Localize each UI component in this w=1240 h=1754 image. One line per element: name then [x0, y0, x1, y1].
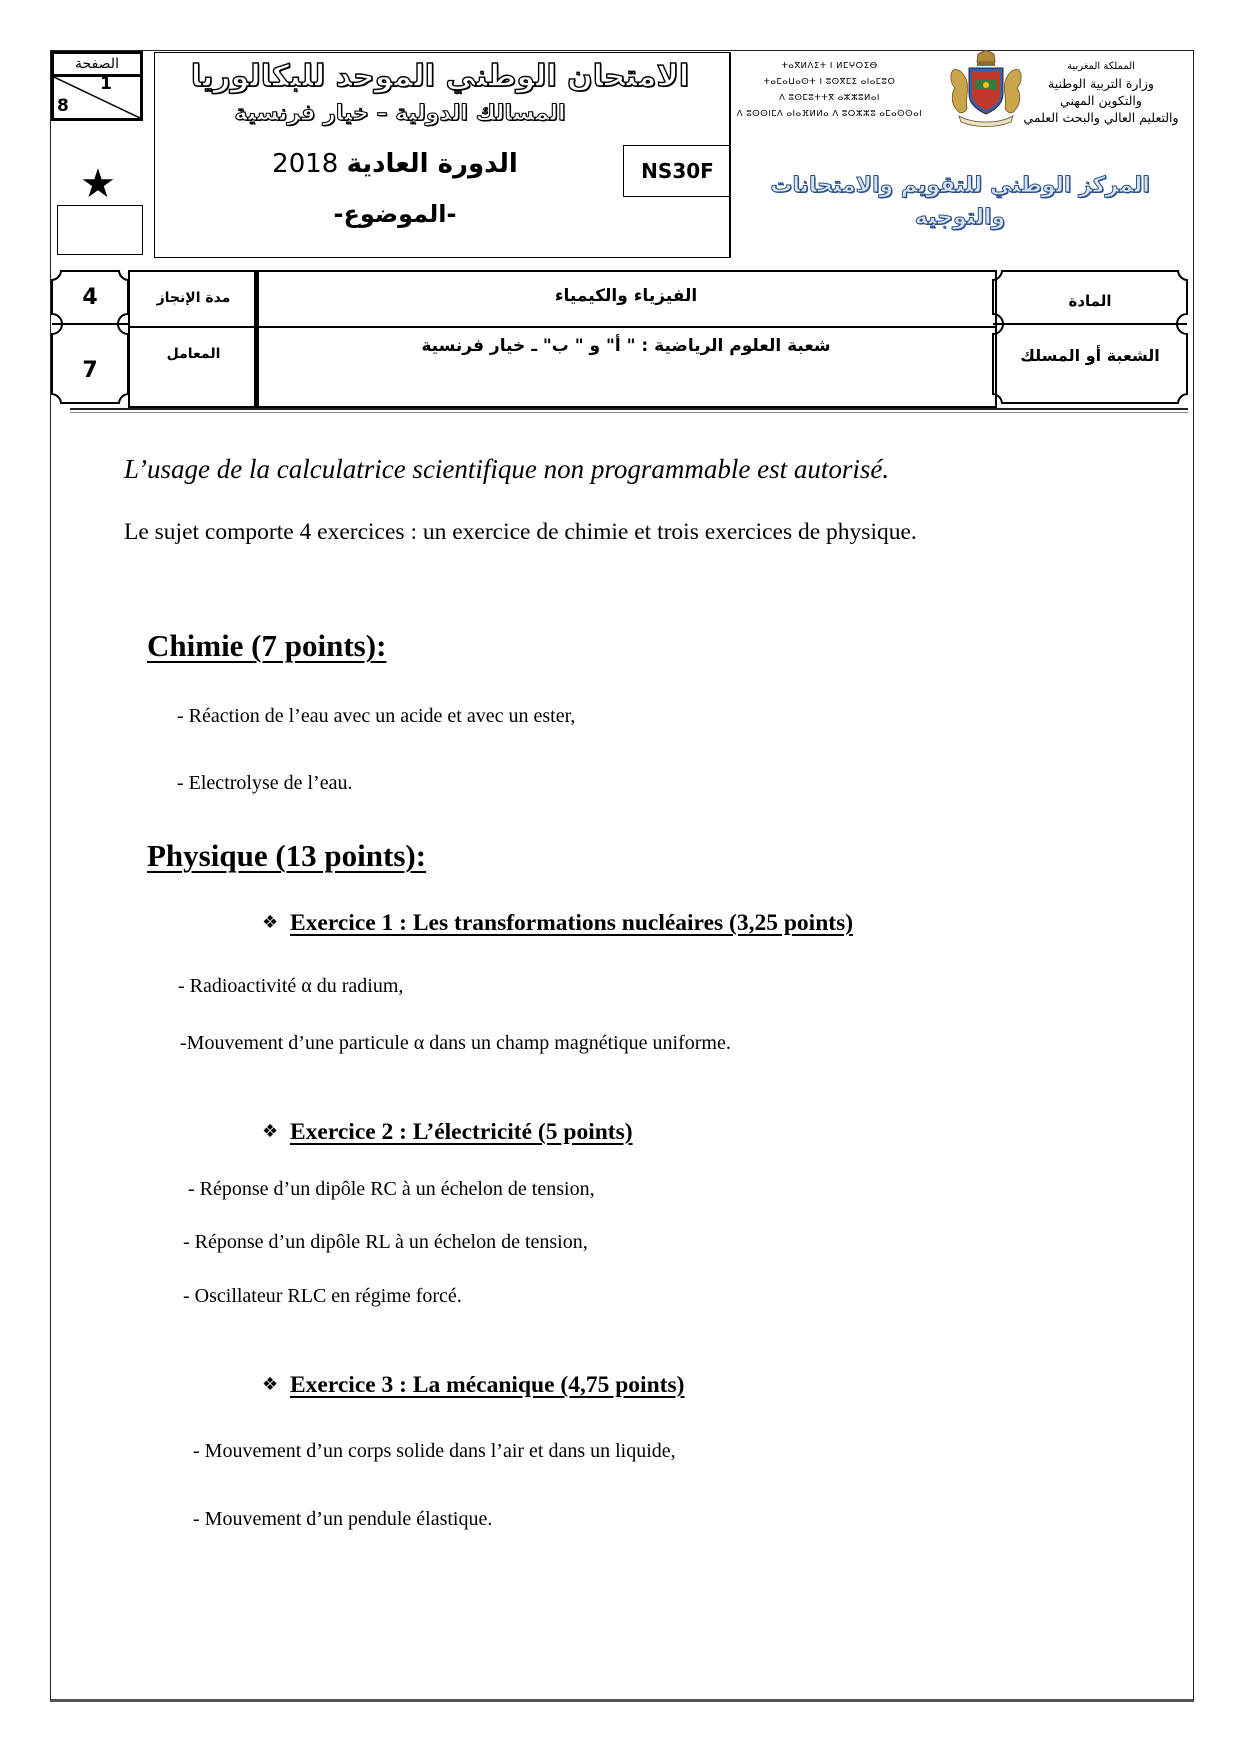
- left-labels-column: [128, 270, 259, 408]
- evaluation-center-name: [760, 170, 1160, 234]
- diamond-bullet-icon: ❖: [262, 912, 279, 933]
- exam-track: المسالك الدولية – خيار فرنسية: [234, 101, 566, 126]
- exam-subject-heading: -الموضوع-: [333, 200, 457, 228]
- list-item: - Electrolyse de l’eau.: [177, 772, 353, 794]
- physics-heading: Physique (13 points):: [147, 838, 427, 873]
- subject-label: المادة: [1068, 292, 1112, 310]
- list-item: - Réponse d’un dipôle RC à un échelon de tension,: [188, 1178, 595, 1200]
- candidate-code-box: [57, 205, 143, 255]
- subject-content-column: [254, 270, 997, 408]
- right-labels-column: [992, 270, 1188, 404]
- session-label: الدورة العادية: [346, 149, 518, 179]
- row-divider: [130, 326, 257, 328]
- page-label: الصفحة: [54, 54, 140, 77]
- tifinagh-line: ⴷ ⵓⵙⵙⵏⵎⴷ ⴰⵏⴰⴼⵍⵍⴰ ⴷ ⵓⵔⵣⵣⵓ ⴰⵎⴰⵙⵙⴰⵏ: [736, 109, 923, 119]
- branch-value: شعبة العلوم الرياضية : " أ" و " ب" ـ خيار فرنسية: [421, 336, 831, 356]
- exercise-1-heading: [262, 910, 853, 937]
- ministry-name-arabic: [1010, 58, 1192, 126]
- ministry-line: والتكوين المهني: [1060, 93, 1142, 108]
- center-name-line: المركز الوطني للتقويم والامتحانات: [770, 173, 1150, 198]
- tifinagh-line: ⵜⴰⴳⵍⴷⵉⵜ ⵏ ⵍⵎⵖⵔⵉⴱ: [781, 61, 878, 71]
- exam-code: NS30F: [623, 145, 731, 197]
- list-item: - Réponse d’un dipôle RL à un échelon de tension,: [183, 1231, 588, 1253]
- branch-label: الشعبة أو المسلك: [1020, 346, 1160, 365]
- center-name-line: والتوجيه: [914, 205, 1006, 230]
- diamond-bullet-icon: ❖: [262, 1374, 279, 1395]
- list-item: - Radioactivité α du radium,: [178, 975, 404, 997]
- exercise-title: Exercice 1 : Les transformations nucléaires (3,25 points): [290, 910, 854, 936]
- exam-title: الامتحان الوطني الموحد للبكالوريا: [190, 59, 690, 94]
- exercise-title: Exercice 3 : La mécanique (4,75 points): [290, 1372, 685, 1398]
- list-item: - Mouvement d’un corps solide dans l’air et dans un liquide,: [193, 1440, 676, 1462]
- kingdom-name: المملكة المغربية: [1067, 61, 1135, 72]
- diamond-bullet-icon: ❖: [262, 1121, 279, 1142]
- subject-value: الفيزياء والكيمياء: [554, 286, 698, 306]
- page-number-box: [51, 51, 143, 121]
- ministry-name-tifinagh: [732, 58, 927, 122]
- exam-session: [215, 149, 575, 179]
- chemistry-heading: Chimie (7 points):: [147, 628, 387, 663]
- tifinagh-line: ⴷ ⵓⵙⵎⵓⵜⵜⴳ ⴰⵣⵣⵓⵍⴰⵏ: [779, 93, 880, 103]
- intro-text: Le sujet comporte 4 exercices : un exercice de chimie et trois exercices de physique.: [124, 519, 917, 545]
- values-column: [51, 270, 129, 404]
- duration-value: 4: [82, 285, 98, 310]
- page-current: 1: [100, 74, 112, 94]
- duration-label: مدة الإنجاز: [156, 290, 231, 306]
- session-year: 2018: [272, 149, 339, 179]
- star-icon: ★: [80, 161, 116, 207]
- list-item: - Mouvement d’un pendule élastique.: [193, 1508, 493, 1530]
- calculator-note: L’usage de la calculatrice scientifique non programmable est autorisé.: [124, 454, 890, 484]
- ministry-line: والتعليم العالي والبحث العلمي: [1023, 110, 1179, 125]
- list-item: - Oscillateur RLC en régime forcé.: [183, 1285, 462, 1307]
- row-divider: [257, 326, 995, 328]
- exercise-title: Exercice 2 : L’électricité (5 points): [290, 1119, 633, 1145]
- scalloped-frame-icon: [992, 270, 1188, 404]
- exercise-3-heading: [262, 1372, 684, 1399]
- page-total: 8: [57, 96, 69, 116]
- list-item: -Mouvement d’une particule α dans un champ magnétique uniforme.: [180, 1032, 731, 1054]
- coefficient-label: المعامل: [166, 346, 221, 362]
- coefficient-value: 7: [82, 358, 98, 383]
- ministry-line: وزارة التربية الوطنية: [1048, 76, 1154, 91]
- list-item: - Réaction de l’eau avec un acide et avec un ester,: [177, 705, 576, 727]
- exercise-2-heading: [262, 1119, 633, 1146]
- tifinagh-line: ⵜⴰⵎⴰⵡⴰⵙⵜ ⵏ ⵓⵙⴳⵎⵉ ⴰⵏⴰⵎⵓⵔ: [763, 77, 896, 87]
- header-separator: [70, 408, 1188, 413]
